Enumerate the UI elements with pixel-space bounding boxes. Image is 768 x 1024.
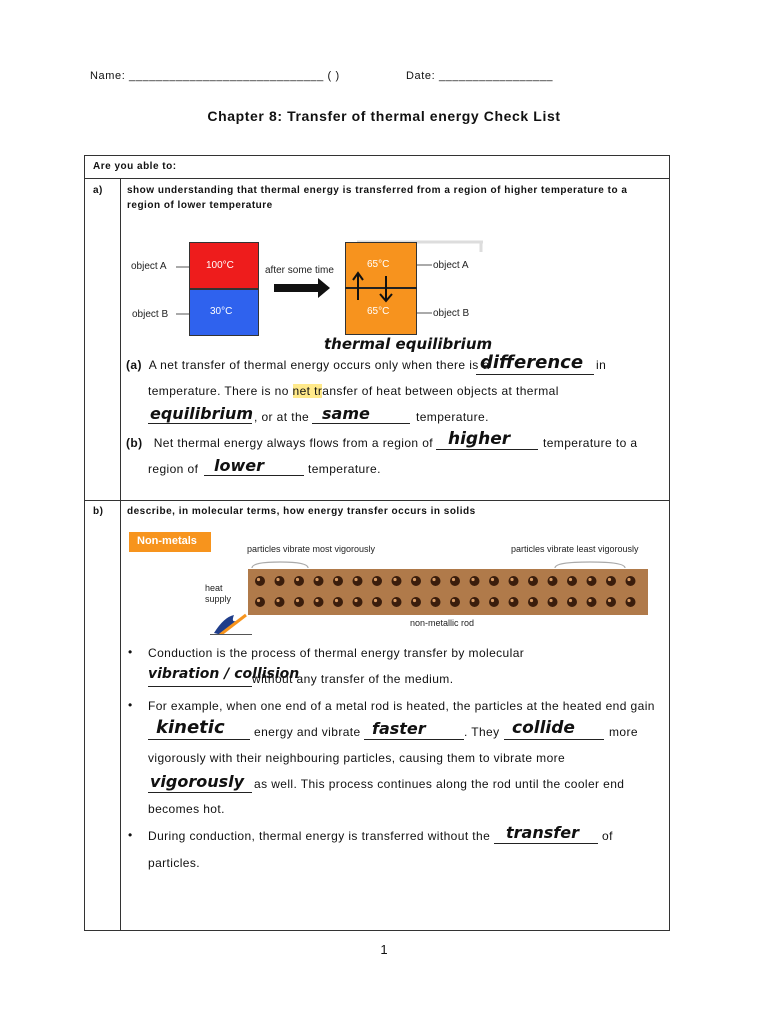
most-vigorous-label: particles vibrate most vigorously — [247, 544, 376, 554]
particle-highlight — [315, 599, 318, 602]
final-temp-b: 65°C — [367, 306, 390, 317]
particle-highlight — [471, 599, 474, 602]
particle-highlight — [335, 578, 338, 581]
hand-arrows-icon — [350, 268, 400, 308]
p2-line5: becomes hot. — [148, 802, 225, 816]
p3-line1: During conduction, thermal energy is transferred without the — [148, 829, 491, 843]
particle-highlight — [608, 599, 611, 602]
particle-highlight — [452, 599, 455, 602]
row-b-objective: describe, in molecular terms, how energy transfer occurs in solids — [127, 506, 476, 517]
blank-kinetic: kinetic — [156, 717, 225, 738]
particle-highlight — [315, 578, 318, 581]
object-b-right-label: object B — [433, 308, 470, 319]
particle-highlight — [257, 578, 260, 581]
particle — [509, 597, 519, 607]
particle — [314, 576, 324, 586]
a-text-1: A net transfer of thermal energy occurs only when there is a — [148, 358, 490, 372]
particle — [333, 597, 343, 607]
particle-highlight — [413, 599, 416, 602]
particle — [431, 576, 441, 586]
particle-highlight — [257, 599, 260, 602]
particle — [489, 597, 499, 607]
particle-highlight — [549, 578, 552, 581]
particle — [372, 576, 382, 586]
temp-a: 100°C — [206, 260, 234, 271]
particle-highlight — [627, 599, 630, 602]
particle-highlight — [569, 599, 572, 602]
bullet-1-icon: • — [128, 645, 133, 659]
particle-highlight — [432, 578, 435, 581]
particle-highlight — [588, 599, 591, 602]
particle-highlight — [491, 578, 494, 581]
particle-highlight — [530, 578, 533, 581]
particle — [411, 576, 421, 586]
non-metals-tag: Non-metals — [129, 532, 211, 552]
particle-highlight — [276, 599, 279, 602]
particle — [275, 576, 285, 586]
particle — [470, 576, 480, 586]
a-text-3-end: temperature. — [416, 410, 489, 424]
a-line2: temperature. There is no net transfer of heat between objects at thermal — [148, 384, 559, 398]
particle — [353, 597, 363, 607]
particle — [587, 597, 597, 607]
p2-line4: as well. This process continues along the rod until the cooler end — [254, 777, 625, 791]
particle — [372, 597, 382, 607]
b-line1: (b) Net thermal energy always flows from a region of — [126, 436, 434, 450]
particle-highlight — [354, 578, 357, 581]
final-temp-a: 65°C — [367, 259, 390, 270]
particle — [431, 597, 441, 607]
object-a-right-label: object A — [433, 260, 469, 271]
p1-line2: without any transfer of the medium. — [252, 672, 454, 686]
name-field: Name: _____________________________ ( ) — [90, 70, 340, 82]
particle — [626, 597, 636, 607]
p3-line2: particles. — [148, 856, 201, 870]
particle-highlight — [374, 578, 377, 581]
particle — [392, 576, 402, 586]
particle — [548, 597, 558, 607]
p2-end: more — [609, 725, 638, 739]
particle — [489, 576, 499, 586]
temp-b: 30°C — [210, 306, 233, 317]
blank-higher: higher — [448, 429, 511, 449]
blank-transfer: transfer — [506, 823, 579, 842]
blank-vibration: vibration / collision — [148, 666, 300, 682]
particle-highlight — [471, 578, 474, 581]
particle-highlight — [627, 578, 630, 581]
object-b-label: object B — [132, 309, 169, 320]
particle-highlight — [296, 578, 299, 581]
particle — [450, 576, 460, 586]
particle-highlight — [549, 599, 552, 602]
particle — [567, 576, 577, 586]
supply-label: supply — [205, 594, 232, 604]
particle — [528, 576, 538, 586]
particle — [255, 597, 265, 607]
p2-line3: vigorously with their neighbouring particles, causing them to vibrate more — [148, 751, 566, 765]
particle — [606, 576, 616, 586]
blank-same: same — [322, 404, 370, 423]
page-title: Chapter 8: Transfer of thermal energy Check List — [207, 108, 561, 124]
bullet-3-icon: • — [128, 828, 133, 842]
particle — [587, 576, 597, 586]
a-line1 — [126, 358, 490, 372]
particle — [392, 597, 402, 607]
date-field: Date: _________________ — [406, 70, 554, 82]
particle-highlight — [608, 578, 611, 581]
rod-label: non-metallic rod — [410, 618, 475, 628]
p2-line1: For example, when one end of a metal rod is heated, the particles at the heated end gain — [148, 699, 655, 713]
particle-highlight — [569, 578, 572, 581]
a-text-3: , or at the — [254, 410, 310, 424]
particle — [333, 576, 343, 586]
particle — [509, 576, 519, 586]
p1-line1: Conduction is the process of thermal energy transfer by molecular — [148, 646, 525, 660]
particle — [353, 576, 363, 586]
particle-highlight — [296, 599, 299, 602]
particle-highlight — [510, 578, 513, 581]
particle — [528, 597, 538, 607]
particle-highlight — [393, 599, 396, 602]
particle-highlight — [432, 599, 435, 602]
blank-equilibrium: equilibrium — [150, 404, 254, 423]
particle-highlight — [354, 599, 357, 602]
blank-collide: collide — [512, 718, 575, 738]
rod-figure — [200, 555, 652, 635]
particle — [470, 597, 480, 607]
heat-label: heat — [205, 583, 223, 593]
row-b-label: b) — [93, 506, 104, 517]
particle — [314, 597, 324, 607]
p2-mid1: energy and vibrate — [254, 725, 361, 739]
particle — [450, 597, 460, 607]
particle — [548, 576, 558, 586]
handwritten-caption: thermal equilibrium — [324, 335, 493, 353]
blank-faster: faster — [372, 719, 426, 738]
after-some-time-label: after some time — [265, 265, 334, 276]
particle — [626, 576, 636, 586]
particle-highlight — [491, 599, 494, 602]
a-label: (a) — [126, 358, 142, 372]
particle-highlight — [510, 599, 513, 602]
particle — [294, 576, 304, 586]
blank-vigorously: vigorously — [150, 772, 245, 791]
b-text-2: region of — [148, 462, 199, 476]
a-text-1-end: in — [596, 358, 607, 372]
particle — [606, 597, 616, 607]
table-heading: Are you able to: — [93, 161, 177, 172]
particle-highlight — [530, 599, 533, 602]
row-a-label: a) — [93, 185, 103, 196]
b-text-1-end: temperature to a — [543, 436, 638, 450]
flame-icon — [214, 615, 240, 635]
particle — [567, 597, 577, 607]
particle — [275, 597, 285, 607]
bullet-2-icon: • — [128, 698, 133, 712]
particle — [255, 576, 265, 586]
arrow-icon — [274, 278, 330, 298]
particle — [294, 597, 304, 607]
particle-highlight — [588, 578, 591, 581]
particle-highlight — [276, 578, 279, 581]
particle-highlight — [335, 599, 338, 602]
particle-highlight — [452, 578, 455, 581]
least-vigorous-label: particles vibrate least vigorously — [511, 544, 639, 554]
object-a-label: object A — [131, 261, 167, 272]
particle-highlight — [374, 599, 377, 602]
p2-mid2: . They — [464, 725, 500, 739]
row-a-objective: show understanding that thermal energy is transferred from a region of higher temperature to a region of lower temperature — [127, 185, 628, 211]
p3-end: of — [602, 829, 613, 843]
blank-lower: lower — [214, 456, 264, 475]
b-text-2-end: temperature. — [308, 462, 381, 476]
blank-difference: difference — [480, 352, 584, 373]
particle-highlight — [413, 578, 416, 581]
page-number: 1 — [380, 942, 388, 957]
particle-highlight — [393, 578, 396, 581]
particle — [411, 597, 421, 607]
